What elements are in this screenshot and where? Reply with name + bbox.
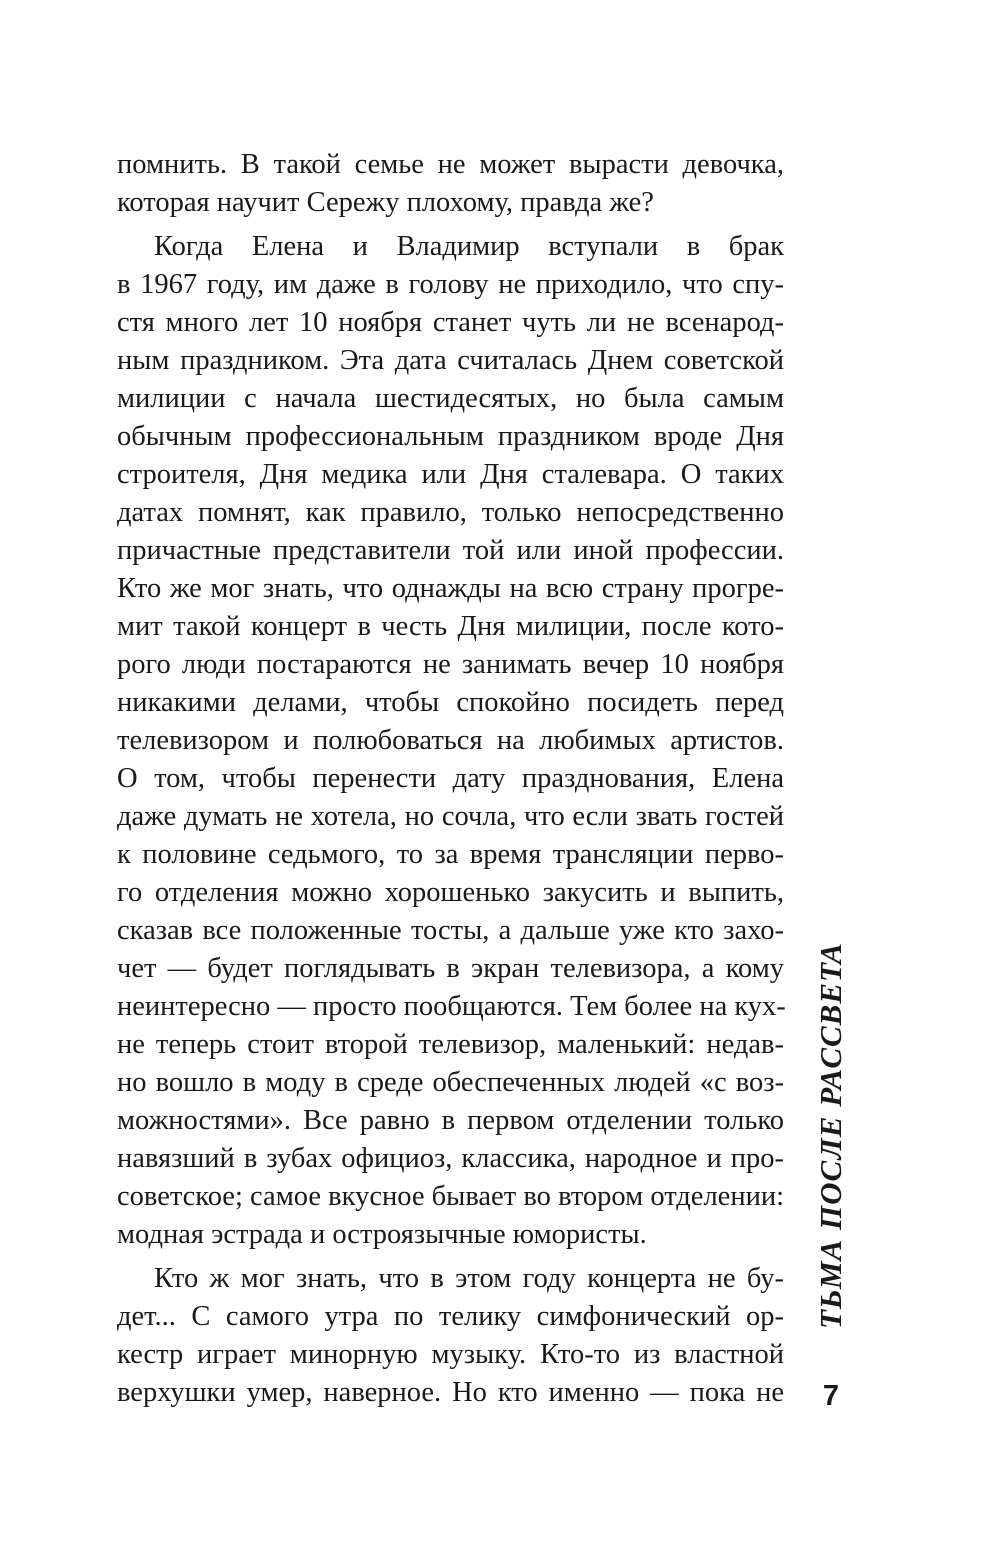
text-line: обычным профессиональным праздником вроде Дня bbox=[117, 421, 784, 452]
text-line: не теперь стоит второй телевизор, маленький: недав- bbox=[117, 1029, 784, 1060]
text-line: Когда Елена и Владимир вступали в брак bbox=[154, 231, 784, 262]
text-line: помнить. В такой семье не может вырасти девочка, bbox=[117, 149, 784, 180]
paragraph-2 bbox=[117, 228, 784, 1254]
text-line: советское; самое вкусное бывает во втором отделении: bbox=[117, 1181, 784, 1212]
text-line: О том, чтобы перенести дату празднования, Елена bbox=[117, 763, 784, 794]
text-line: модная эстрада и остроязычные юмористы. bbox=[117, 1219, 647, 1250]
text-line: Кто же мог знать, что однажды на всю страну прогре- bbox=[117, 573, 784, 604]
text-line: но вошло в моду в среде обеспеченных людей «с воз- bbox=[117, 1067, 784, 1098]
text-line: даже думать не хотела, но сочла, что если звать гостей bbox=[117, 801, 784, 832]
text-line: к половине седьмого, то за время трансляции перво- bbox=[117, 839, 784, 870]
text-line: навязший в зубах официоз, классика, народное и про- bbox=[117, 1143, 784, 1174]
text-line: го отделения можно хорошенько закусить и выпить, bbox=[117, 877, 784, 908]
paragraph-1 bbox=[117, 146, 784, 222]
text-line: чет — будет поглядывать в экран телевизора, а кому bbox=[117, 953, 784, 984]
text-line: рого люди постараются не занимать вечер 10 ноября bbox=[117, 649, 784, 680]
text-line: неинтересно — просто пообщаются. Тем более на кух- bbox=[117, 991, 786, 1022]
text-line: милиции с начала шестидесятых, но была самым bbox=[117, 383, 784, 414]
text-line: в 1967 году, им даже в голову не приходило, что спу- bbox=[117, 269, 784, 300]
text-line: дет... С самого утра по телику симфонический ор- bbox=[117, 1301, 784, 1332]
text-line: телевизором и полюбоваться на любимых артистов. bbox=[117, 725, 784, 756]
running-title-text: ТЬМА ПОСЛЕ РАССВЕТА bbox=[813, 942, 848, 1329]
text-line: Кто ж мог знать, что в этом году концерта не бу- bbox=[154, 1263, 784, 1294]
text-line: кестр играет минорную музыку. Кто-то из властной bbox=[117, 1339, 784, 1370]
text-line: можностями». Все равно в первом отделении только bbox=[117, 1105, 784, 1136]
running-title bbox=[803, 942, 859, 1343]
paragraph-3 bbox=[117, 1260, 784, 1412]
text-line: мит такой концерт в честь Дня милиции, после кото- bbox=[117, 611, 784, 642]
text-line: датах помнят, как правило, только непосредственно bbox=[117, 497, 784, 528]
text-line: ным праздником. Эта дата считалась Днем советской bbox=[117, 345, 784, 376]
text-line: верхушки умер, наверное. Но кто именно — пока не bbox=[117, 1377, 784, 1408]
text-line: никакими делами, чтобы спокойно посидеть перед bbox=[117, 687, 784, 718]
page-number: 7 bbox=[822, 1380, 840, 1412]
text-line: сказав все положенные тосты, а дальше уже кто захо- bbox=[117, 915, 784, 946]
text-line: причастные представители той или иной профессии. bbox=[117, 535, 784, 566]
text-line: строителя, Дня медика или Дня сталевара. О таких bbox=[117, 459, 784, 490]
text-line: которая научит Сережу плохому, правда же? bbox=[117, 187, 654, 218]
text-line: стя много лет 10 ноября станет чуть ли не всенарод- bbox=[117, 307, 784, 338]
page-body bbox=[117, 146, 784, 1418]
